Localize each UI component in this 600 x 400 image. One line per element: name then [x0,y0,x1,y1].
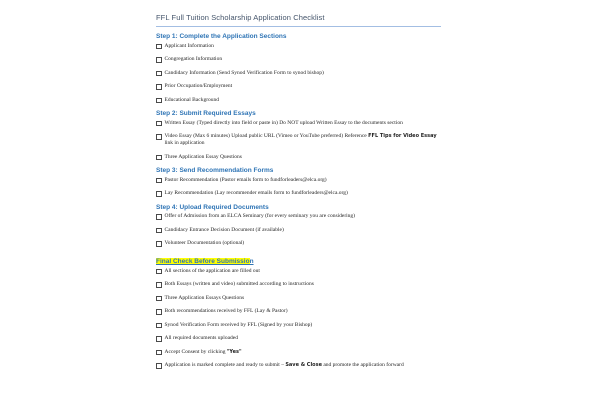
item-text: Offer of Admission from an ELCA Seminary (for every seminary you are considering) [164,213,356,219]
item-text: Pastor Recommendation (Pastor emails form to fundforleaders@elca.org) [164,176,327,183]
checklist-item [156,240,445,247]
checkbox-icon [156,296,162,302]
item-text: Candidacy Information (Send Synod Verification Form to synod bishop) [164,69,324,76]
item-text: Both recommendations received by FFL (Lay & Pastor) [164,308,288,314]
checkbox-icon [156,44,162,50]
checkbox-icon [156,178,162,184]
final-check-heading-highlight: Final Check Before Submissio [156,258,250,265]
checkbox-icon [156,214,162,220]
item-text: Written Essay (Typed directly into field or paste in) Do NOT upload Written Essay to the documents section [164,119,403,126]
checklist-item [156,120,445,127]
checklist-item [156,56,445,63]
checkbox-icon [156,269,162,275]
checkbox-icon [156,84,162,90]
checkbox-icon [156,71,162,77]
checkbox-icon [156,121,162,127]
section-step-2 [156,110,445,161]
item-text: Both Essays (written and video) submitted according to instructions [164,281,314,287]
checkbox-icon [156,155,162,161]
checkbox-icon [156,191,162,197]
checkbox-icon [156,309,162,315]
checklist-item [156,227,445,234]
item-text: Educational Background [164,96,220,103]
final-check-items [156,268,445,370]
checklist-item [156,268,445,275]
checklist-item [156,362,445,369]
item-text: Volunteer Documentation (optional) [164,240,245,246]
item-text: All sections of the application are filled out [164,267,260,274]
checklist-item [156,43,445,50]
checklist-item [156,322,445,329]
title-divider [156,26,441,27]
section-heading: Step 4: Upload Required Documents [156,203,269,211]
checklist-item [156,295,445,302]
checkbox-icon [156,282,162,288]
item-text: Three Application Essay Questions [164,153,242,160]
item-text: Candidacy Entrance Decision Document (if available) [164,226,284,233]
checkbox-icon [156,134,162,140]
checklist-item [156,97,445,104]
item-text: Three Application Essays Questions [164,294,245,301]
checkbox-icon [156,336,162,342]
section-heading: Step 2: Submit Required Essays [156,110,256,117]
item-text: All required documents uploaded [164,335,238,341]
section-step-1 [156,33,445,104]
final-check-heading [156,258,445,266]
checklist-item [156,83,445,90]
checklist-item [156,154,445,161]
document-page [156,13,445,376]
item-text: Congregation Information [164,56,223,62]
item-text: Accept Consent by clicking "Yes" [164,348,242,355]
item-text: Application is marked complete and ready to submit – Save & Close and promote the application forward [164,362,404,368]
section-heading: Step 3: Send Recommendation Forms [156,167,274,174]
checkbox-icon [156,323,162,329]
checklist-item [156,308,445,315]
item-text: Video Essay (Max 6 minutes) Upload public URL (Vimeo or YouTube preferred) Reference FFL Tips for Video Essay link in application [164,133,437,146]
checkbox-icon [156,57,162,63]
step-sections [156,33,445,247]
checklist-item [156,213,445,220]
checkbox-icon [156,228,162,234]
item-text: Applicant Information [164,42,214,49]
checklist-item [156,177,445,184]
section-step-4 [156,204,445,248]
checklist-item [156,281,445,288]
checklist-item [156,190,445,197]
document-title: FFL Full Tuition Scholarship Application Checklist [156,13,325,22]
checkbox-icon [156,98,162,104]
section-step-3 [156,167,445,197]
checklist-item [156,349,445,356]
checkbox-icon [156,350,162,356]
checkbox-icon [156,363,162,369]
final-check-heading-rest: n [249,258,254,265]
checklist-item [156,335,445,342]
checklist-item [156,70,445,77]
checklist-item [156,133,445,147]
item-text: Lay Recommendation (Lay recommender emails form to fundforleaders@elca.org) [164,190,348,196]
checkbox-icon [156,241,162,247]
section-heading: Step 1: Complete the Application Sections [156,33,287,40]
item-text: Synod Verification Form received by FFL (Signed by your Bishop) [164,321,313,328]
item-text: Prior Occupation/Employment [164,83,233,89]
section-final-check [156,258,445,369]
